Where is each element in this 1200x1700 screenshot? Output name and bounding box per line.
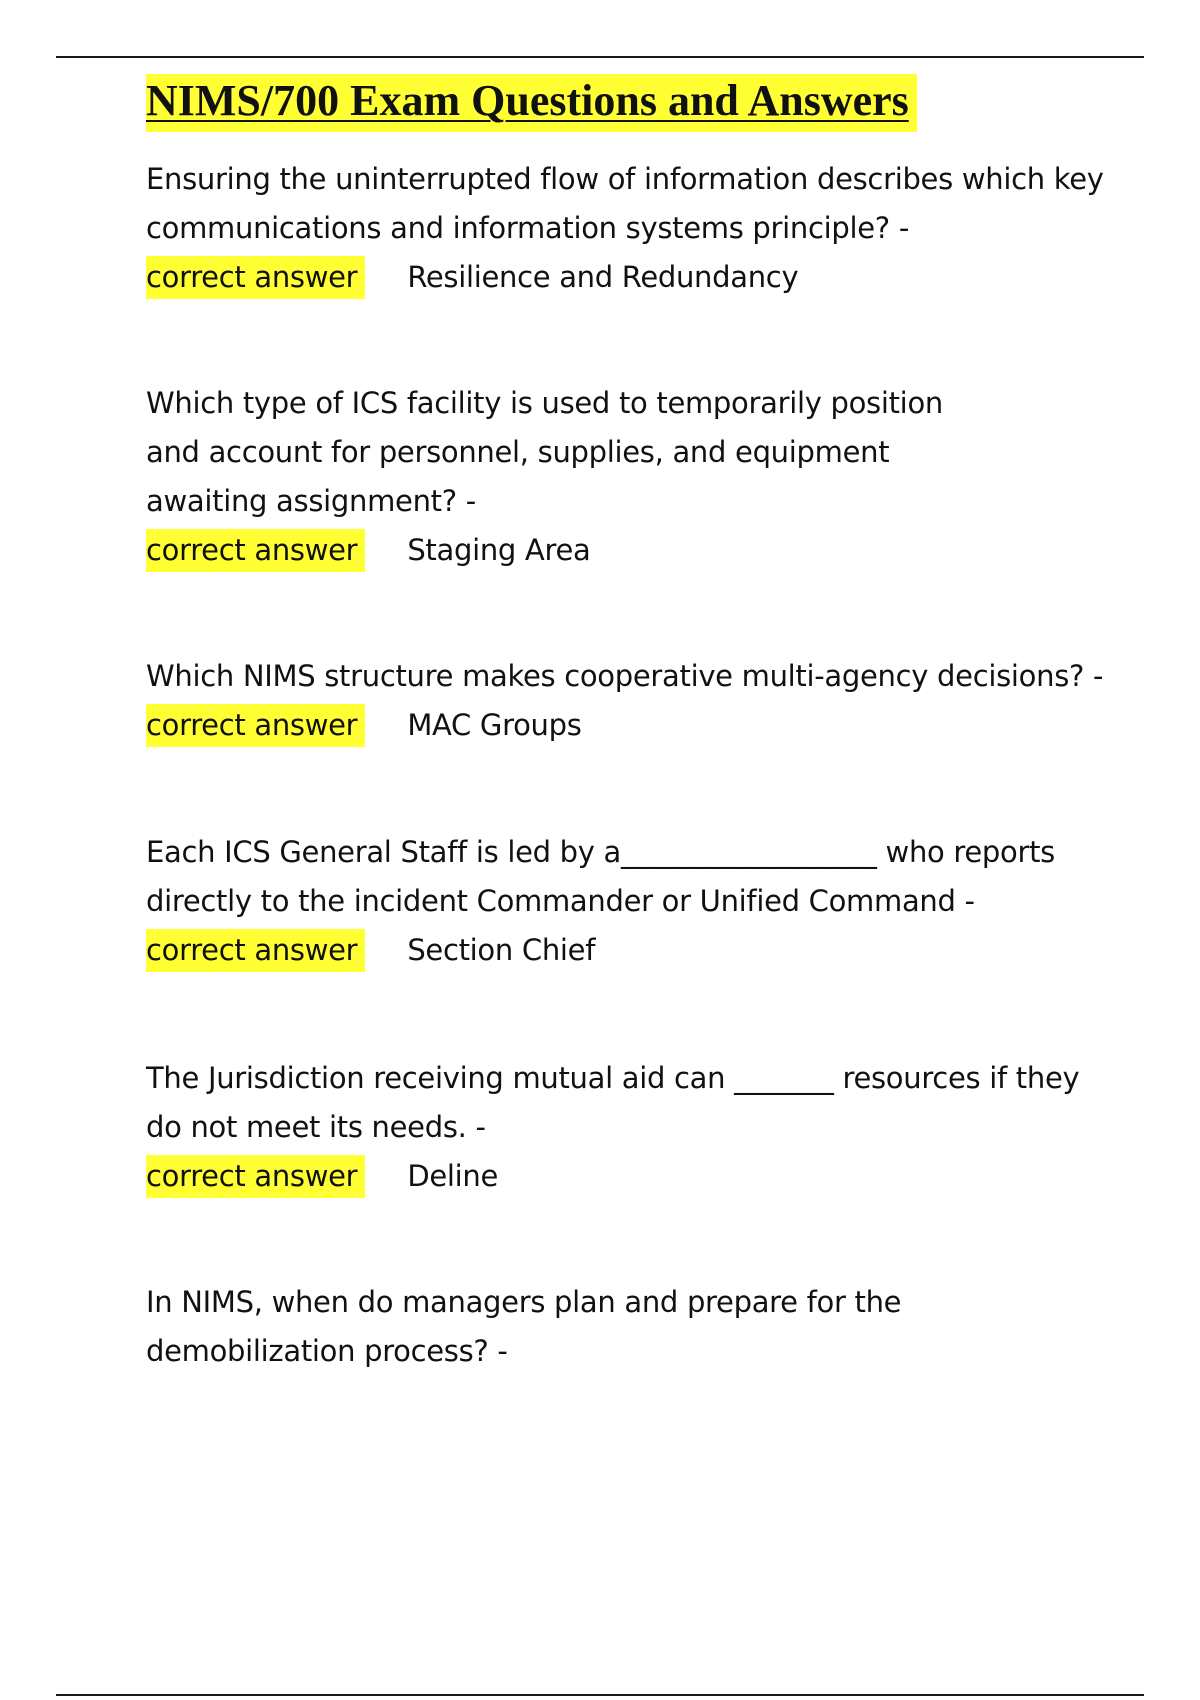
qa-item — [146, 1278, 1106, 1376]
question-text: In NIMS, when do managers plan and prepare for the demobilization process? - — [146, 1285, 902, 1368]
question-text: Ensuring the uninterrupted flow of information describes which key communications and information systems principle? - — [146, 162, 1104, 245]
qa-item — [146, 828, 1106, 975]
question-text: The Jurisdiction receiving mutual aid can _______ resources if they do not meet its needs. - — [146, 1061, 1080, 1144]
bottom-rule — [56, 1694, 1144, 1696]
answer-text: MAC Groups — [407, 708, 582, 742]
answer-line — [146, 526, 1106, 575]
correct-answer-tag: correct answer — [146, 529, 365, 572]
correct-answer-tag: correct answer — [146, 704, 365, 747]
question-text: Each ICS General Staff is led by a__________________ who reports directly to the incident Commander or Unified Command - — [146, 835, 1055, 918]
correct-answer-tag: correct answer — [146, 1155, 365, 1198]
question-text: Which type of ICS facility is used to temporarily position and account for personnel, supplies, and equipment awaiting assignment? - — [146, 386, 943, 518]
answer-line — [146, 253, 1106, 302]
answer-line — [146, 1152, 1106, 1201]
answer-text: Staging Area — [407, 533, 591, 567]
answer-line — [146, 701, 1106, 750]
qa-item — [146, 652, 1106, 750]
answer-text: Deline — [407, 1159, 499, 1193]
answer-text: Section Chief — [407, 933, 596, 967]
top-rule — [56, 56, 1144, 58]
correct-answer-tag: correct answer — [146, 256, 365, 299]
page-title: NIMS/700 Exam Questions and Answers — [146, 74, 917, 132]
qa-item — [146, 155, 1106, 302]
qa-item — [146, 1054, 1106, 1201]
question-text: Which NIMS structure makes cooperative multi-agency decisions? - — [146, 659, 1104, 693]
qa-item — [146, 379, 1106, 575]
answer-line — [146, 926, 1106, 975]
answer-text: Resilience and Redundancy — [407, 260, 799, 294]
correct-answer-tag: correct answer — [146, 929, 365, 972]
